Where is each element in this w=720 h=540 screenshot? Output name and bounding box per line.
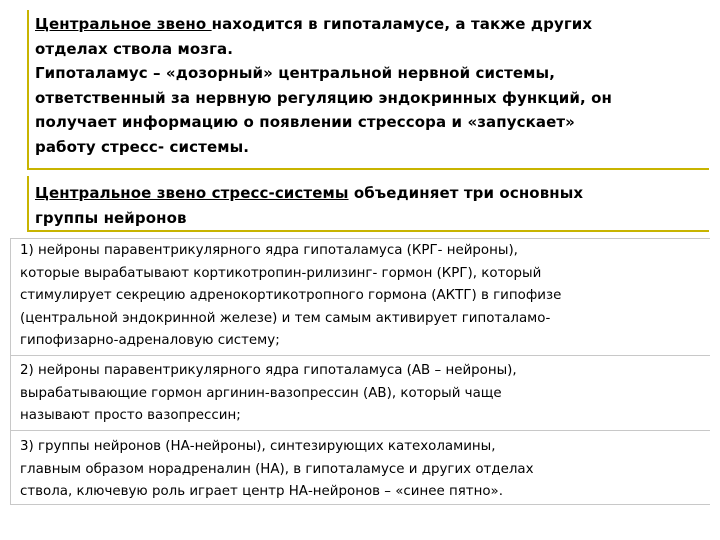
- separator-line: [10, 430, 11, 504]
- separator-line: [10, 504, 710, 505]
- list-item-2: [20, 360, 710, 428]
- text-line: которые вырабатывают кортикотропин-рилизинг- гормон (КРГ), который: [20, 265, 542, 281]
- separator-line: [10, 355, 11, 430]
- text-span: находится в гипоталамусе, а также других: [211, 15, 593, 33]
- text-line: ответственный за нервную регуляцию эндокринных функций, он: [35, 88, 613, 107]
- text-line: отделах ствола мозга.: [35, 39, 234, 58]
- separator-line: [10, 430, 710, 431]
- text-line: (центральной эндокринной железе) и тем самым активирует гипоталамо-: [20, 310, 551, 326]
- text-line: 3) группы нейронов (НА-нейроны), синтезирующих катехоламины,: [20, 439, 496, 454]
- list-item-1: [20, 240, 710, 353]
- separator-line: [10, 238, 11, 355]
- text-line: вырабатывающие гормон аргинин-вазопрессин (АВ), который чаще: [20, 385, 502, 401]
- text-span: объединяет три основных: [348, 184, 584, 202]
- text-line: 2) нейроны паравентрикулярного ядра гипоталамуса (АВ – нейроны),: [20, 363, 517, 378]
- underlined-term: Центральное звено стресс-системы: [35, 184, 349, 202]
- text-line: работу стресс- системы.: [35, 137, 250, 156]
- separator-line: [10, 355, 710, 356]
- text-line: [35, 181, 583, 206]
- list-item-3: [20, 436, 710, 504]
- text-line: [35, 12, 612, 37]
- text-line: главным образом норадреналин (НА), в гипоталамусе и других отделах: [20, 461, 534, 477]
- separator-line: [10, 238, 710, 239]
- text-line: Гипоталамус – «дозорный» центральной нервной системы,: [35, 64, 555, 82]
- text-line: 1) нейроны паравентрикулярного ядра гипоталамуса (КРГ- нейроны),: [20, 243, 518, 258]
- underlined-term: Центральное звено: [35, 15, 212, 33]
- text-line: гипофизарно-адреналовую систему;: [20, 333, 280, 348]
- text-line: ствола, ключевую роль играет центр НА-нейронов – «синее пятно».: [20, 484, 503, 499]
- central-link-paragraph: [35, 12, 612, 159]
- text-line: группы нейронов: [35, 208, 187, 227]
- text-line: стимулирует секрецию адренокортикотропного гормона (АКТГ) в гипофизе: [20, 288, 562, 303]
- stress-system-paragraph: [35, 181, 583, 230]
- text-line: получает информацию о появлении стрессора и «запускает»: [35, 113, 575, 131]
- text-line: называют просто вазопрессин;: [20, 408, 241, 423]
